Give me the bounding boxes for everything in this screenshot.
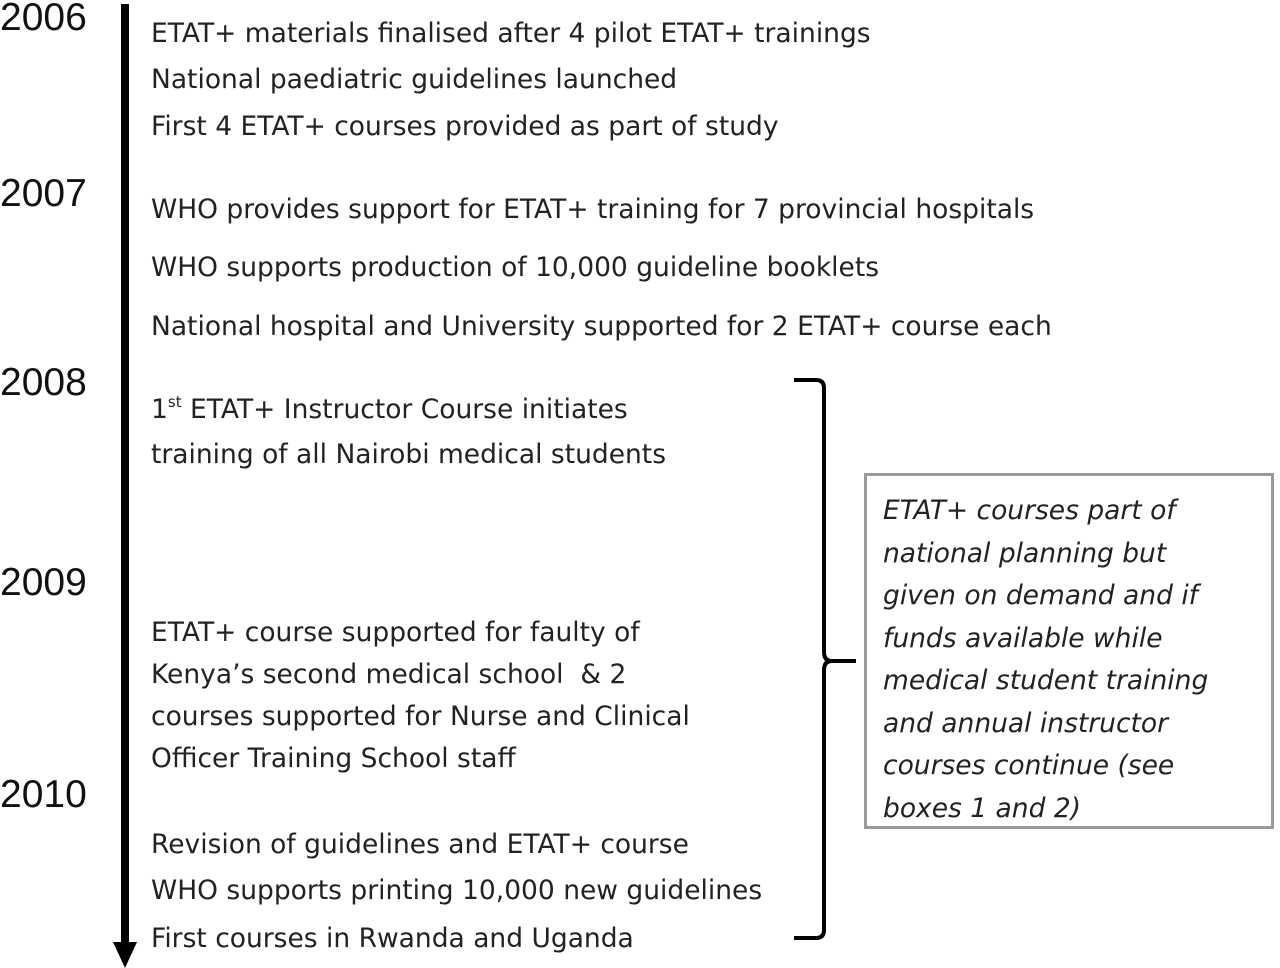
event-second-medical-school-line3: courses supported for Nurse and Clinical (151, 701, 690, 732)
event-who-provincial-support: WHO provides support for ETAT+ training for 7 provincial hospitals (151, 194, 1035, 225)
event-instructor-course-line2: training of all Nairobi medical students (151, 439, 667, 470)
event-second-medical-school-line2: Kenya’s second medical school & 2 (151, 659, 627, 690)
note-text: ETAT+ courses part of national planning but given on demand and if funds available while medical student training and annual instructor courses continue (see boxes 1 and 2) (883, 495, 1209, 824)
event-national-guidelines-launched: National paediatric guidelines launched (151, 64, 678, 95)
period-bracket (790, 370, 870, 950)
event-revision-guidelines: Revision of guidelines and ETAT+ course (151, 829, 689, 860)
event-etat-materials-finalised: ETAT+ materials finalised after 4 pilot ETAT+ trainings (151, 18, 871, 49)
year-label-2009: 2009 (0, 561, 87, 604)
event-second-medical-school-line4: Officer Training School staff (151, 743, 516, 774)
event-second-medical-school (151, 612, 690, 780)
timeline-axis (110, 0, 140, 968)
event-first-4-courses: First 4 ETAT+ courses provided as part of study (151, 111, 779, 142)
event-rwanda-uganda-courses: First courses in Rwanda and Uganda (151, 923, 634, 954)
event-instructor-course (151, 389, 666, 476)
period-bracket-shape (794, 380, 856, 938)
year-label-2006: 2006 (0, 0, 87, 39)
event-second-medical-school-line1: ETAT+ course supported for faulty of (151, 617, 640, 648)
year-label-2010: 2010 (0, 773, 87, 816)
timeline-arrowhead-icon (113, 942, 137, 968)
note-box (864, 473, 1274, 829)
event-who-guideline-booklets: WHO supports production of 10,000 guideline booklets (151, 252, 880, 283)
event-national-hospital-university: National hospital and University supported for 2 ETAT+ course each (151, 311, 1052, 342)
event-who-printing-guidelines: WHO supports printing 10,000 new guidelines (151, 875, 763, 906)
year-label-2007: 2007 (0, 172, 87, 215)
event-instructor-course-line1: 1st ETAT+ Instructor Course initiates (151, 393, 628, 425)
year-label-2008: 2008 (0, 361, 87, 404)
